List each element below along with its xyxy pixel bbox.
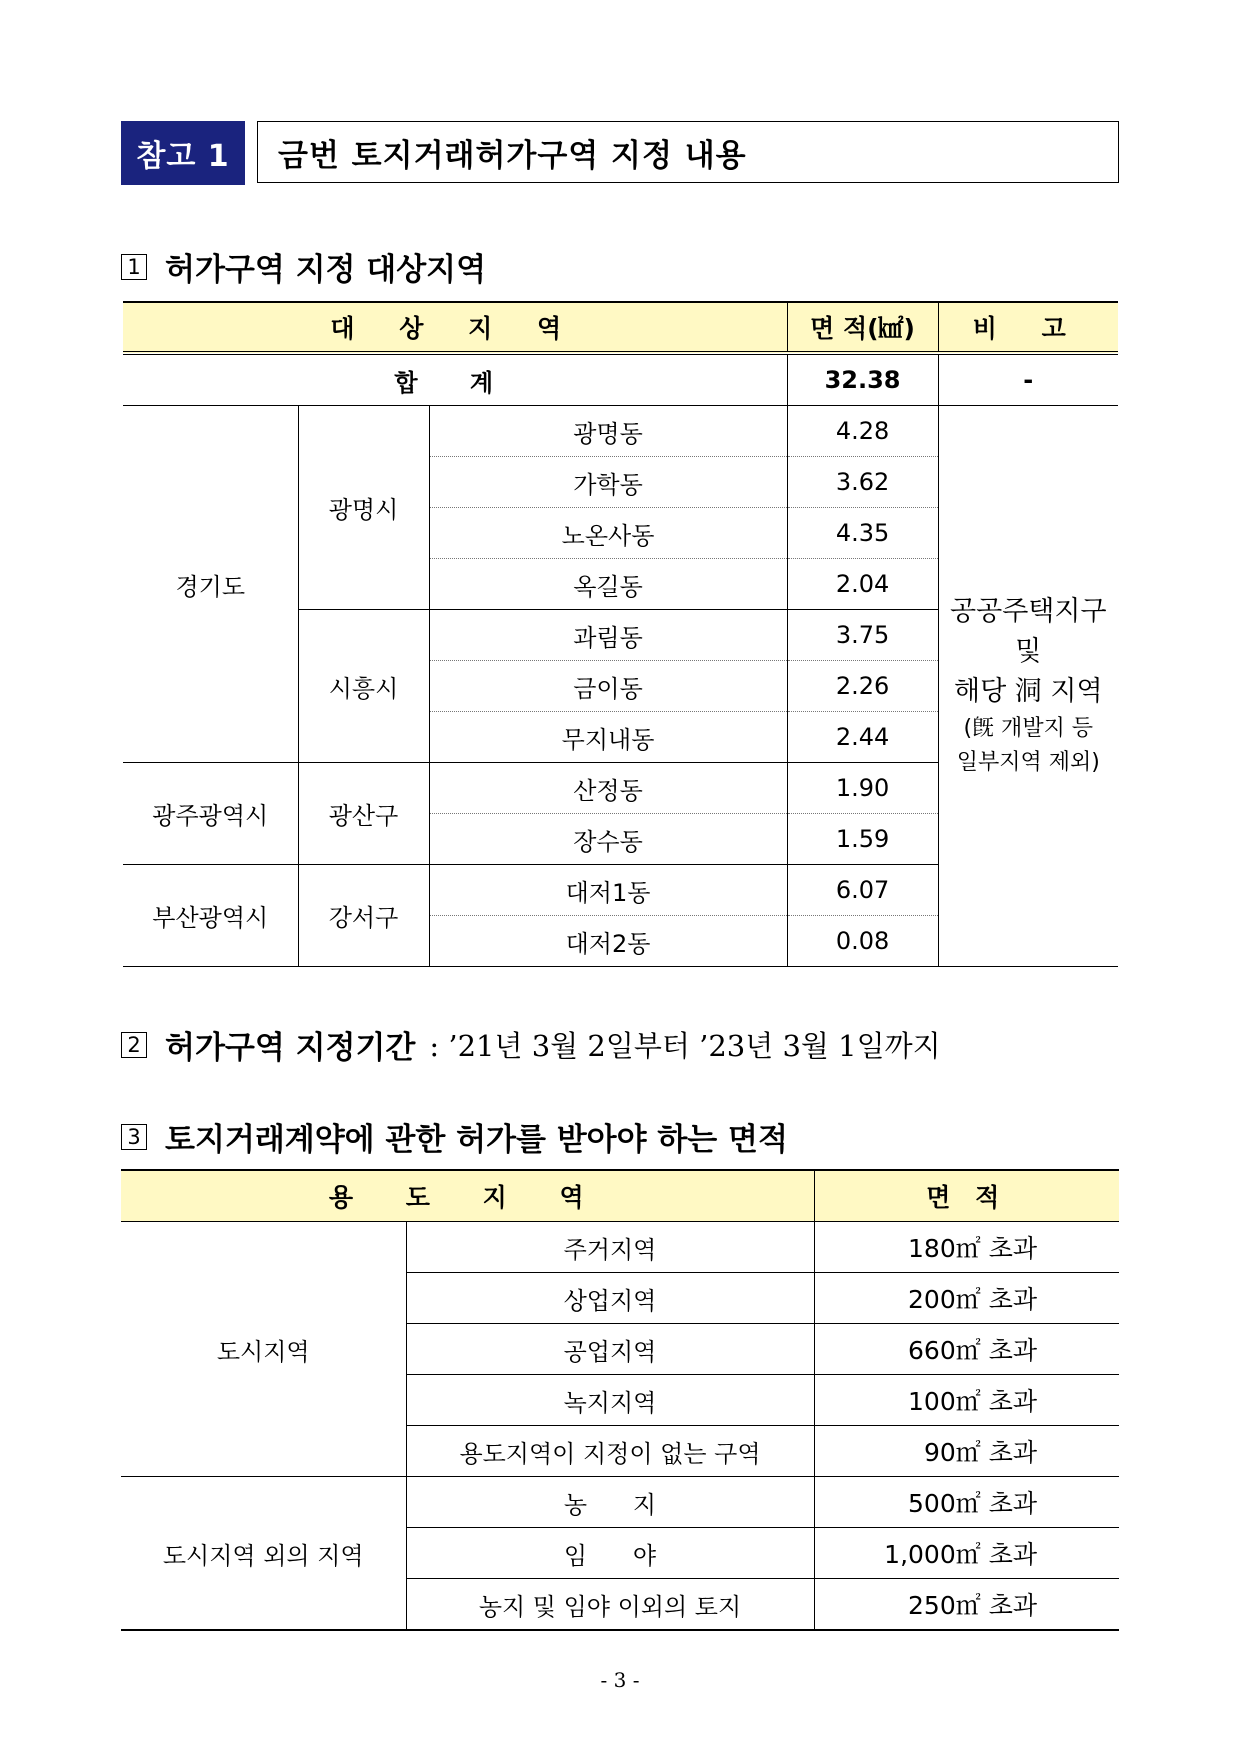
table-row — [123, 406, 1118, 457]
header-note: 비 고 — [938, 302, 1118, 353]
threshold-cell: 180㎡ 초과 — [814, 1222, 1119, 1273]
section-2-heading — [121, 1022, 941, 1067]
city-cell: 시흥시 — [298, 610, 429, 763]
area-cell: 6.07 — [787, 865, 938, 916]
city-cell: 광명시 — [298, 406, 429, 610]
threshold-cell: 90㎡ 초과 — [814, 1426, 1119, 1477]
dong-cell: 대저2동 — [429, 916, 787, 967]
threshold-cell: 200㎡ 초과 — [814, 1273, 1119, 1324]
total-note: - — [938, 353, 1118, 406]
dong-cell: 장수동 — [429, 814, 787, 865]
city-cell: 강서구 — [298, 865, 429, 967]
region-cell: 경기도 — [123, 406, 298, 763]
area-cell: 1.90 — [787, 763, 938, 814]
section-2-title: 허가구역 지정기간 — [165, 1030, 416, 1066]
total-row — [123, 353, 1118, 406]
zone-cell: 농지 및 임야 이외의 토지 — [406, 1579, 814, 1631]
area-cell: 4.35 — [787, 508, 938, 559]
page-number: - 3 - — [600, 1668, 640, 1692]
table-row — [121, 1222, 1119, 1273]
section-number-box: 1 — [121, 254, 147, 280]
dong-cell: 광명동 — [429, 406, 787, 457]
section-3-title: 토지거래계약에 관한 허가를 받아야 하는 면적 — [165, 1122, 788, 1158]
permit-area-table — [121, 1169, 1119, 1631]
area-cell: 2.04 — [787, 559, 938, 610]
designation-period-text: : ’21년 3월 2일부터 ’23년 3월 1일까지 — [429, 1029, 941, 1063]
section-3-heading — [121, 1114, 788, 1159]
region-cell: 광주광역시 — [123, 763, 298, 865]
section-1-heading — [121, 244, 486, 289]
header-use-zone: 용 도 지 역 — [121, 1170, 814, 1222]
dong-cell: 무지내동 — [429, 712, 787, 763]
dong-cell: 대저1동 — [429, 865, 787, 916]
zone-cell: 주거지역 — [406, 1222, 814, 1273]
zone-group-cell: 도시지역 — [121, 1222, 406, 1477]
reference-badge: 참고 1 — [121, 121, 245, 185]
note-cell — [938, 406, 1118, 967]
city-cell: 광산구 — [298, 763, 429, 865]
note-line: 및 — [1015, 636, 1042, 667]
dong-cell: 과림동 — [429, 610, 787, 661]
table-header-row — [123, 302, 1118, 353]
dong-cell: 옥길동 — [429, 559, 787, 610]
header-area: 면 적(㎢) — [787, 302, 938, 353]
note-line: 공공주택지구 — [950, 596, 1107, 627]
area-cell: 4.28 — [787, 406, 938, 457]
threshold-cell: 1,000㎡ 초과 — [814, 1528, 1119, 1579]
header-target-area: 대 상 지 역 — [123, 302, 787, 353]
dong-cell: 노온사동 — [429, 508, 787, 559]
zone-cell: 상업지역 — [406, 1273, 814, 1324]
note-line: 해당 洞 지역 — [954, 676, 1103, 707]
threshold-cell: 500㎡ 초과 — [814, 1477, 1119, 1528]
threshold-cell: 100㎡ 초과 — [814, 1375, 1119, 1426]
zone-group-cell: 도시지역 외의 지역 — [121, 1477, 406, 1631]
document-title: 금번 토지거래허가구역 지정 내용 — [257, 121, 1119, 183]
zone-cell: 임 야 — [406, 1528, 814, 1579]
zone-cell: 녹지지역 — [406, 1375, 814, 1426]
total-label: 합 계 — [123, 353, 787, 406]
dong-cell: 산정동 — [429, 763, 787, 814]
designated-area-table — [123, 301, 1118, 967]
dong-cell: 가학동 — [429, 457, 787, 508]
zone-cell: 농 지 — [406, 1477, 814, 1528]
threshold-cell: 660㎡ 초과 — [814, 1324, 1119, 1375]
dong-cell: 금이동 — [429, 661, 787, 712]
header-area: 면 적 — [814, 1170, 1119, 1222]
region-cell: 부산광역시 — [123, 865, 298, 967]
area-cell: 3.75 — [787, 610, 938, 661]
total-area: 32.38 — [787, 353, 938, 406]
area-cell: 0.08 — [787, 916, 938, 967]
area-cell: 2.44 — [787, 712, 938, 763]
section-1-title: 허가구역 지정 대상지역 — [165, 252, 487, 288]
zone-cell: 용도지역이 지정이 없는 구역 — [406, 1426, 814, 1477]
table-header-row — [121, 1170, 1119, 1222]
table-row — [121, 1477, 1119, 1528]
zone-cell: 공업지역 — [406, 1324, 814, 1375]
area-cell: 1.59 — [787, 814, 938, 865]
section-number-box: 2 — [121, 1032, 147, 1058]
threshold-cell: 250㎡ 초과 — [814, 1579, 1119, 1631]
area-cell: 3.62 — [787, 457, 938, 508]
note-line: (旣 개발지 등 — [963, 716, 1094, 741]
area-cell: 2.26 — [787, 661, 938, 712]
note-line: 일부지역 제외) — [956, 750, 1100, 775]
section-number-box: 3 — [121, 1124, 147, 1150]
